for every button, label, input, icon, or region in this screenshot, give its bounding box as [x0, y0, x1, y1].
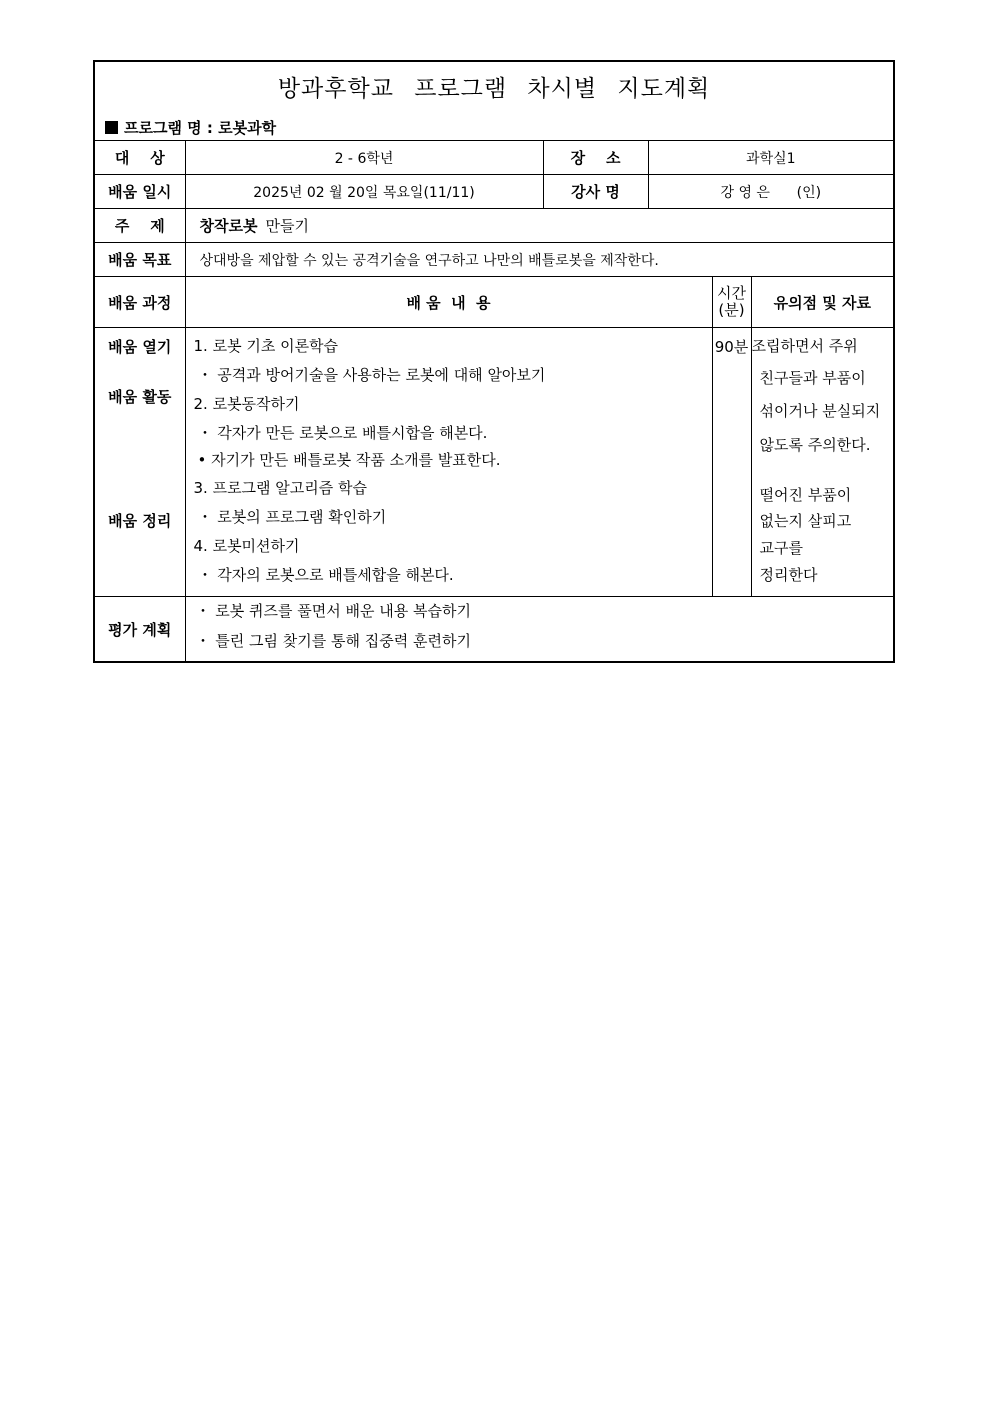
- goal-label: 배움 목표: [94, 243, 185, 277]
- place-value: 과학실1: [648, 141, 894, 175]
- target-value: 2 - 6학년: [185, 141, 543, 175]
- content-line: ・ 각자의 로봇으로 배틀세합을 해본다.: [197, 566, 454, 584]
- evaluation-label: 평가 계획: [94, 597, 185, 663]
- note-line: 조립하면서 주위: [751, 337, 858, 355]
- content-line: ・ 각자가 만든 로봇으로 배틀시합을 해본다.: [197, 424, 488, 442]
- time-header: 시간 (분): [712, 277, 751, 328]
- process-header: 배움 과정: [94, 277, 185, 328]
- lesson-plan-table: [93, 60, 895, 663]
- note-line: 않도록 주의한다.: [759, 436, 871, 454]
- content-cell: [185, 328, 712, 597]
- topic-bold: 창작로봇: [199, 217, 258, 235]
- teacher-value: 강 영 은 (인): [648, 175, 894, 209]
- content-line: ・ 공격과 방어기술을 사용하는 로봇에 대해 알아보기: [197, 366, 546, 384]
- topic-value: [185, 209, 894, 243]
- stage-closing: 배움 정리: [108, 512, 172, 530]
- teacher-label: 강사 명: [543, 175, 648, 209]
- target-label: 대 상: [94, 141, 185, 175]
- evaluation-line: ・ 로봇 퀴즈를 풀면서 배운 내용 복습하기: [195, 602, 471, 620]
- time-value: 90분: [712, 328, 751, 597]
- content-line: ・ 로봇의 프로그램 확인하기: [197, 508, 387, 526]
- evaluation-cell: [185, 597, 894, 663]
- stage-activity: 배움 활동: [108, 388, 172, 406]
- content-line: 4. 로봇미션하기: [193, 537, 300, 555]
- note-line: 없는지 살피고: [759, 512, 852, 530]
- note-line: 정리한다: [759, 566, 818, 584]
- topic-label: 주 제: [94, 209, 185, 243]
- notes-cell: [751, 328, 894, 597]
- stage-column: [94, 328, 185, 597]
- note-line: 섞이거나 분실되지: [759, 402, 881, 420]
- note-line: 교구를: [759, 539, 803, 557]
- date-value: 2025년 02 월 20일 목요일(11/11): [185, 175, 543, 209]
- topic-rest: 만들기: [265, 217, 309, 235]
- place-label: 장 소: [543, 141, 648, 175]
- content-line: 3. 프로그램 알고리즘 학습: [193, 479, 368, 497]
- note-line: 친구들과 부품이: [759, 369, 866, 387]
- content-header: 배 움 내 용: [185, 277, 712, 328]
- date-label: 배움 일시: [94, 175, 185, 209]
- page-title: 방과후학교 프로그램 차시별 지도계획: [277, 76, 711, 102]
- program-name-label: 프로그램 명 : 로봇과학: [124, 119, 277, 137]
- goal-value: 상대방을 제압할 수 있는 공격기술을 연구하고 나만의 배틀로봇을 제작한다.: [185, 243, 894, 277]
- content-line: • 자기가 만든 배틀로봇 작품 소개를 발표한다.: [197, 451, 501, 469]
- square-bullet-icon: [105, 121, 118, 134]
- content-line: 1. 로봇 기초 이론학습: [193, 337, 339, 355]
- evaluation-line: ・ 틀린 그림 찾기를 통해 집중력 훈련하기: [195, 632, 471, 650]
- title-cell: [94, 61, 894, 141]
- notes-header: 유의점 및 자료: [751, 277, 894, 328]
- content-line: 2. 로봇동작하기: [193, 395, 300, 413]
- note-line: 떨어진 부품이: [759, 486, 852, 504]
- stage-opening: 배움 열기: [108, 338, 172, 356]
- lesson-plan-document: [93, 60, 893, 663]
- program-name: [95, 103, 893, 138]
